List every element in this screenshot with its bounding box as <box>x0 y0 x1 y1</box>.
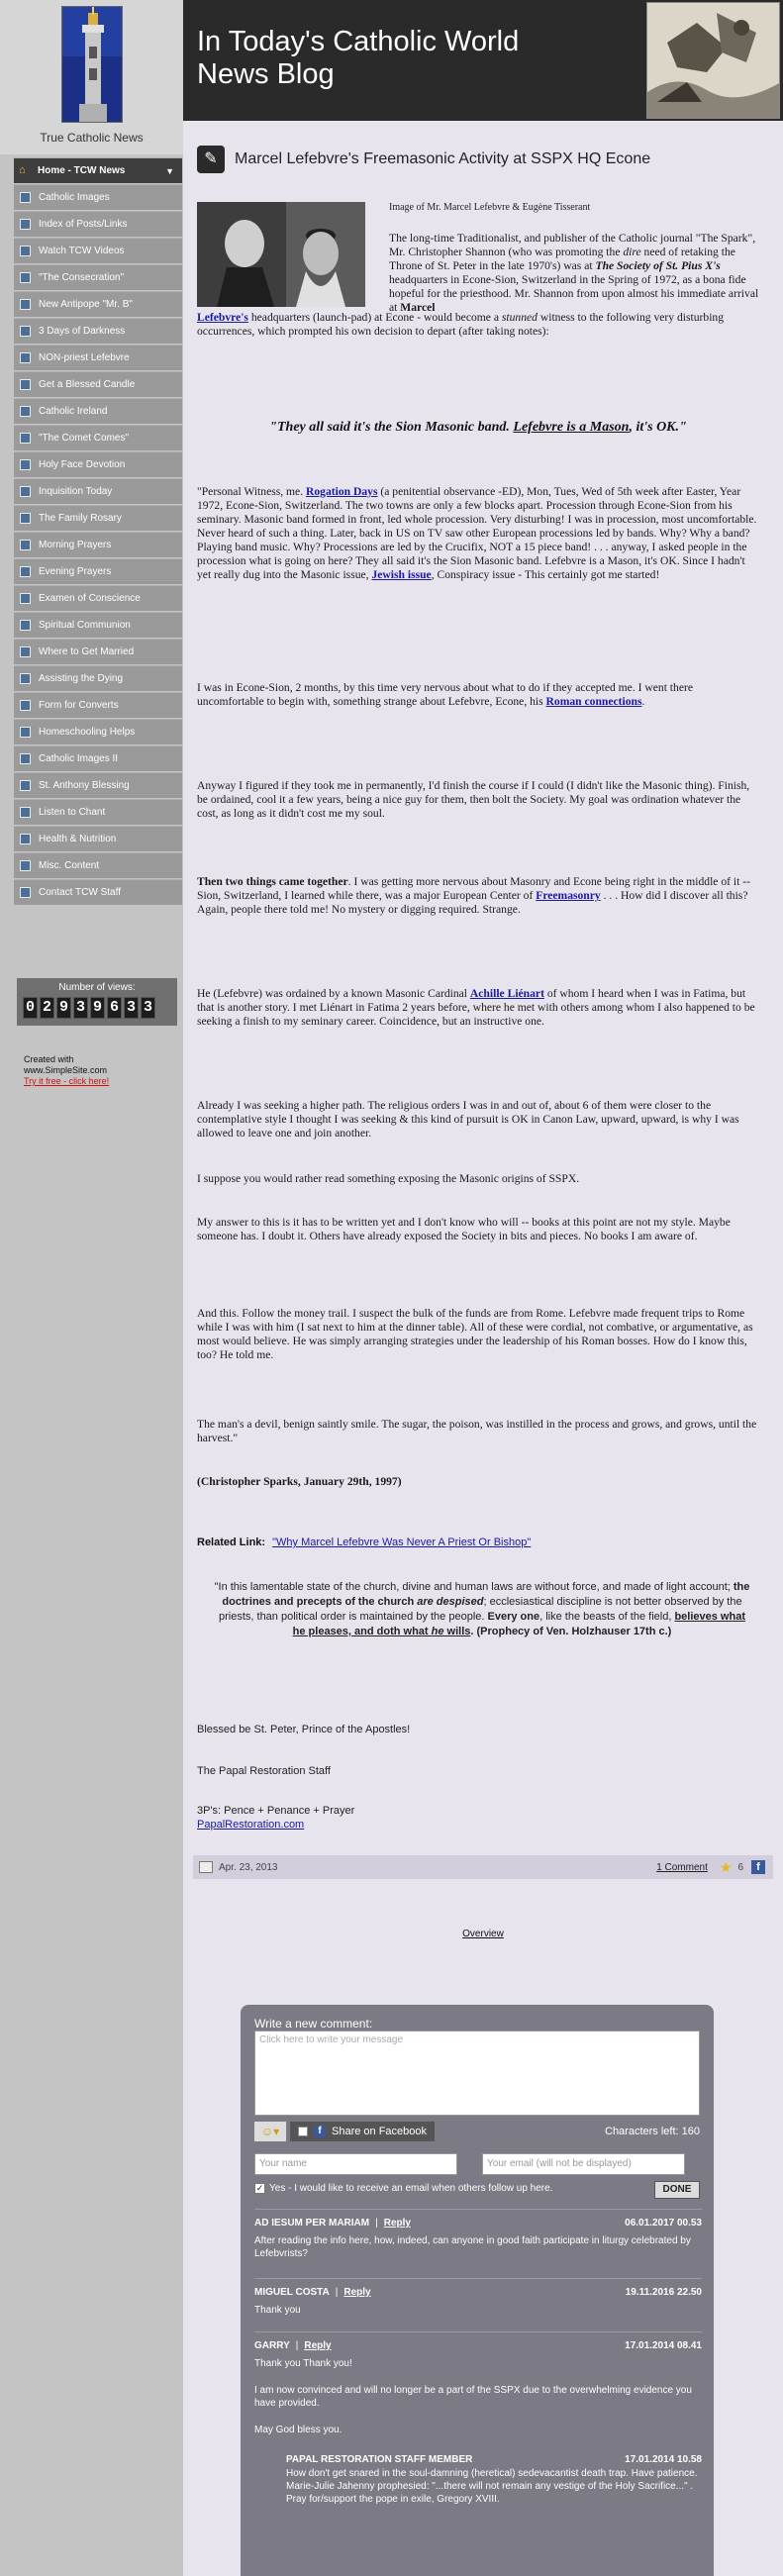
rogation-days-link[interactable]: Rogation Days <box>306 485 378 498</box>
blog-header <box>183 0 783 121</box>
characters-left: Characters left: 160 <box>605 2126 700 2137</box>
view-counter <box>17 978 177 1026</box>
main-content <box>183 121 783 2576</box>
comment-body: How don't get snared in the soul-damning (heretical) sedevacantist death trap. Have patience. Marie-Julie Jahenny prophesied: "...there will not remain any vestige of the Holy Sacrifice..." . Pray for/support the pope in exile, Gregory XVIII. <box>286 2468 698 2505</box>
sidebar-nav-label: Misc. Content <box>39 860 100 871</box>
email-input[interactable]: Your email (will not be displayed) <box>482 2153 685 2175</box>
calendar-icon <box>199 1861 213 1873</box>
comment-author: MIGUEL COSTA <box>254 2287 330 2298</box>
related-link <box>197 1536 531 1548</box>
staff-reply <box>286 2454 702 2506</box>
sidebar-nav-item[interactable] <box>14 398 182 425</box>
comment-date: 19.11.2016 22.50 <box>625 2287 702 2298</box>
notify-checkbox[interactable]: ✓ <box>255 2183 264 2193</box>
image-caption: Image of Mr. Marcel Lefebvre & Eugène Tisserant <box>389 202 591 213</box>
page-icon <box>20 379 31 390</box>
sidebar-nav-item[interactable] <box>14 478 182 505</box>
try-free-link[interactable]: Try it free - click here! <box>24 1076 110 1086</box>
page-icon <box>20 352 31 363</box>
intro-paragraph-cont: Lefebvre's headquarters (launch-pad) at Econe - would become a stunned witness to the following very disturbing occurrences, which prompted his own decision to depart (after taking notes): <box>197 311 725 338</box>
page-icon <box>20 540 31 550</box>
sidebar-nav-label: Contact TCW Staff <box>39 887 121 898</box>
smiley-icon[interactable]: ☺▾ <box>254 2122 286 2141</box>
sidebar-nav-label: Catholic Images <box>39 192 110 203</box>
sidebar-nav-item[interactable] <box>14 772 182 799</box>
page-icon <box>20 219 31 230</box>
comment-author: AD IESUM PER MARIAM <box>254 2218 370 2229</box>
sidebar-nav-label: NON-priest Lefebvre <box>39 352 130 363</box>
sidebar-nav-label: Inquisition Today <box>39 486 113 497</box>
comment-date: 17.01.2014 10.58 <box>625 2454 702 2465</box>
sidebar-nav-label: "The Comet Comes" <box>39 433 130 444</box>
share-facebook-toggle[interactable] <box>290 2122 435 2141</box>
paragraph-3: Anyway I figured if they took me in permanently, I'd finish the course if I could (I didn't like the Masonic thing). Finish, be ordained, cool it a few years, being a nice guy for them, then bolt the Society. My goal was ordination whatever the cost, as long as it didn't cost me my soul. <box>197 779 750 820</box>
sidebar-nav-label: Get a Blessed Candle <box>39 379 136 390</box>
view-counter-digits <box>23 997 155 1019</box>
post-header <box>197 143 773 176</box>
home-icon: ⌂ <box>19 164 26 176</box>
sidebar <box>0 0 183 2576</box>
page-icon <box>20 860 31 871</box>
sidebar-nav-item[interactable] <box>14 451 182 478</box>
counter-digit: 3 <box>141 997 155 1019</box>
staff-line: The Papal Restoration Staff <box>197 1765 331 1777</box>
page-icon <box>20 700 31 711</box>
overview-link[interactable]: Overview <box>462 1929 504 1939</box>
sidebar-nav-label: Spiritual Communion <box>39 620 131 631</box>
sidebar-nav-item[interactable] <box>14 184 182 211</box>
papal-restoration-link[interactable]: PapalRestoration.com <box>197 1819 305 1831</box>
sidebar-nav <box>14 157 182 906</box>
jewish-issue-link[interactable]: Jewish issue <box>371 568 432 581</box>
sidebar-nav-item[interactable] <box>14 425 182 451</box>
done-button[interactable]: DONE <box>654 2181 700 2199</box>
counter-digit: 6 <box>107 997 122 1019</box>
sidebar-nav-item[interactable] <box>14 612 182 639</box>
counter-digit: 3 <box>73 997 88 1019</box>
comment-count-link[interactable]: 1 Comment <box>656 1861 708 1873</box>
reply-link[interactable]: Reply <box>304 2340 332 2351</box>
comment-body: After reading the info here, how, indeed, can anyone in good faith participate in liturgy celebrated by Lefebvrists? <box>254 2235 691 2259</box>
page-icon <box>20 326 31 337</box>
post-meta-bar <box>193 1855 773 1879</box>
page-icon <box>20 834 31 844</box>
rating-count: 6 <box>737 1861 743 1873</box>
comment-body: Thank you <box>254 2305 301 2316</box>
page-icon <box>20 593 31 604</box>
related-link-anchor[interactable]: "Why Marcel Lefebvre Was Never A Priest Or Bishop" <box>272 1536 532 1548</box>
sidebar-nav-label: "The Consecration" <box>39 272 125 283</box>
notify-label: Yes - I would like to receive an email when others follow up here. <box>269 2183 553 2194</box>
paragraph-4: Then two things came together. I was getting more nervous about Masonry and Econe being right in the middle of it -- Sion, Switzerland, I learned while there, was a major European Center of Freemasonry . . . How did I discover all this? Again, people there told me! No mystery or digging required. Strange. <box>197 875 750 916</box>
comment-author: GARRY <box>254 2340 290 2351</box>
page-icon <box>20 887 31 898</box>
sidebar-nav-label: 3 Days of Darkness <box>39 326 126 337</box>
signature: (Christopher Sparks, January 29th, 1997) <box>197 1475 402 1488</box>
reply-link[interactable]: Reply <box>343 2287 371 2298</box>
page-icon <box>20 807 31 818</box>
page-icon <box>20 433 31 444</box>
name-input[interactable]: Your name <box>254 2153 457 2175</box>
sidebar-nav-label: The Family Rosary <box>39 513 122 524</box>
page-icon <box>20 246 31 256</box>
paragraph-9: And this. Follow the money trail. I suspect the bulk of the funds are from Rome. Lefebvre made frequent trips to Rome while I was with him (I sat next to him at the dinner table). All of these were cordial, not combative, or argumentative, as most would believe. He was simply arranging strategies under the leadership of his Roman bosses. How do I know this, too? He told me. <box>197 1307 753 1361</box>
sidebar-nav-label: Form for Converts <box>39 700 119 711</box>
sidebar-nav-item[interactable] <box>14 318 182 345</box>
sidebar-nav-label: Examen of Conscience <box>39 593 141 604</box>
sidebar-nav-label: New Antipope "Mr. B" <box>39 299 133 310</box>
three-ps-line: 3P's: Pence + Penance + Prayer <box>197 1805 355 1817</box>
comment-form-label: Write a new comment: <box>254 2017 373 2031</box>
pull-quote: "They all said it's the Sion Masonic band. Lefebvre is a Mason, it's OK." <box>269 420 687 435</box>
page-icon <box>20 620 31 631</box>
sidebar-nav-item[interactable] <box>14 238 182 264</box>
view-counter-label: Number of views: <box>58 982 136 993</box>
page-icon <box>20 727 31 738</box>
comment-item: MIGUEL COSTA | Reply 19.11.2016 22.50 Thank you <box>254 2278 702 2317</box>
paragraph-2: I was in Econe-Sion, 2 months, by this time very nervous about what to do if they accepted me. I went there uncomfortable to begin with, something strange about Lefebvre, Econe, his Roman connections. <box>197 681 693 708</box>
lienart-link[interactable]: Achille Liénart <box>469 987 544 1000</box>
page-icon <box>20 753 31 764</box>
sidebar-nav-label: Home - TCW News <box>38 165 126 176</box>
comment-author: PAPAL RESTORATION STAFF MEMBER <box>286 2454 473 2465</box>
page-icon <box>20 566 31 577</box>
comment-textarea[interactable]: Click here to write your message <box>254 2031 700 2116</box>
paragraph-6: Already I was seeking a higher path. The religious orders I was in and out of, about 6 of them were closer to the contemplative style I thought I was seeking & this kind of pursuit is OK in Canon Law, upward, upward, is why I was allowed to leave one and join another. <box>197 1099 739 1139</box>
facebook-icon[interactable]: f <box>751 1860 765 1874</box>
page-icon <box>20 272 31 283</box>
paragraph-5: He (Lefebvre) was ordained by a known Masonic Cardinal Achille Liénart of whom I heard when I was in Fatima, but that is another story. I met Liénart in Fatima 2 years before, where he met with others among whom I also happened to be seeking a finish to my seminary career. Coincidence, but an instructive one. <box>197 987 755 1028</box>
comment-body: May God bless you. <box>254 2425 343 2435</box>
page-icon <box>20 406 31 417</box>
sidebar-nav-label: Health & Nutrition <box>39 834 117 844</box>
page-icon <box>20 192 31 203</box>
sidebar-nav-item[interactable] <box>14 505 182 532</box>
sidebar-nav-label: Index of Posts/Links <box>39 219 128 230</box>
sidebar-nav-item[interactable] <box>14 157 182 184</box>
sidebar-nav-label: Holy Face Devotion <box>39 459 126 470</box>
sidebar-nav-item[interactable] <box>14 371 182 398</box>
sidebar-nav-item[interactable] <box>14 585 182 612</box>
sidebar-nav-item[interactable] <box>14 532 182 558</box>
page-icon <box>20 486 31 497</box>
sidebar-nav-label: Assisting the Dying <box>39 673 124 684</box>
chevron-down-icon[interactable]: ▼ <box>165 165 174 176</box>
lefebvre-link[interactable]: Lefebvre's <box>197 311 248 324</box>
sidebar-nav-label: Evening Prayers <box>39 566 112 577</box>
freemasonry-link[interactable]: Freemasonry <box>536 889 601 902</box>
roman-connections-link[interactable]: Roman connections <box>545 695 642 708</box>
logo-area <box>0 0 183 154</box>
sidebar-nav-item[interactable] <box>14 879 182 906</box>
sidebar-nav-item[interactable] <box>14 719 182 745</box>
blog-title: In Today's Catholic World News Blog <box>197 26 520 90</box>
post-image[interactable] <box>197 202 365 307</box>
page-icon <box>20 646 31 657</box>
sidebar-nav-item[interactable] <box>14 692 182 719</box>
sidebar-nav-label: Homeschooling Helps <box>39 727 136 738</box>
counter-digit: 0 <box>23 997 38 1019</box>
counter-digit: 2 <box>40 997 54 1019</box>
comment-tools <box>254 2122 700 2141</box>
sidebar-nav-item[interactable] <box>14 826 182 852</box>
simplesite-url: www.SimpleSite.com <box>24 1065 108 1075</box>
comment-date: 17.01.2014 08.41 <box>625 2340 702 2351</box>
counter-digit: 9 <box>56 997 71 1019</box>
sidebar-nav-item[interactable] <box>14 345 182 371</box>
blessed-line: Blessed be St. Peter, Prince of the Apostles! <box>197 1724 411 1735</box>
star-icon[interactable]: ★ <box>719 1858 733 1875</box>
notify-checkbox-row[interactable] <box>254 2183 552 2194</box>
sidebar-nav-item[interactable] <box>14 264 182 291</box>
comment-item: GARRY | Reply 17.01.2014 08.41 Thank you Thank you! I am now convinced and will no longer be a part of the SSPX due to the overwhelming evidence you have provided. May God bless you. <box>254 2331 702 2436</box>
header-image <box>646 2 780 119</box>
sidebar-nav-item[interactable] <box>14 291 182 318</box>
comments-section <box>241 2005 714 2576</box>
share-facebook-label: Share on Facebook <box>332 2126 428 2137</box>
site-logo[interactable] <box>61 6 123 123</box>
post-title: Marcel Lefebvre's Freemasonic Activity at SSPX HQ Econe <box>235 150 651 167</box>
counter-digit: 9 <box>90 997 105 1019</box>
post-date: Apr. 23, 2013 <box>219 1861 278 1873</box>
sidebar-nav-item[interactable] <box>14 799 182 826</box>
share-checkbox[interactable] <box>298 2127 308 2136</box>
sidebar-nav-label: Catholic Ireland <box>39 406 108 417</box>
page-icon <box>20 673 31 684</box>
prophecy-quote: "In this lamentable state of the church, divine and human laws are without force, and made of light account; the doctrines and precepts of the church are despised; ecclesiastical discipline is not better observed by the priests, than political order is maintained by the people. Every one, like the beasts of the field, believes what he pleases, and doth what he wills. (Prophecy of Ven. Holzhauser 17th c.) <box>214 1581 750 1637</box>
page-icon <box>20 780 31 791</box>
counter-digit: 3 <box>124 997 139 1019</box>
sidebar-nav-item[interactable] <box>14 745 182 772</box>
related-link-label: Related Link: <box>197 1536 266 1548</box>
created-with-text: Created with <box>24 1054 74 1064</box>
sidebar-nav-item[interactable] <box>14 211 182 238</box>
sidebar-nav-label: Morning Prayers <box>39 540 112 550</box>
created-with <box>24 1054 109 1087</box>
sidebar-nav-item[interactable] <box>14 558 182 585</box>
sidebar-nav-label: Where to Get Married <box>39 646 135 657</box>
page-icon <box>20 513 31 524</box>
comment-date: 06.01.2017 00.53 <box>625 2218 702 2229</box>
sidebar-nav-label: Watch TCW Videos <box>39 246 125 256</box>
sidebar-nav-item[interactable] <box>14 852 182 879</box>
comment-item: AD IESUM PER MARIAM | Reply 06.01.2017 00.53 After reading the info here, how, indeed, can anyone in good faith participate in liturgy celebrated by Lefebvrists? <box>254 2209 702 2260</box>
facebook-icon: f <box>314 2126 326 2137</box>
reply-link[interactable]: Reply <box>383 2218 411 2229</box>
sidebar-nav-label: St. Anthony Blessing <box>39 780 130 791</box>
page-icon <box>20 299 31 310</box>
page-icon <box>20 459 31 470</box>
intro-paragraph: The long-time Traditionalist, and publisher of the Catholic journal "The Spark", Mr. Christopher Shannon (who was promoting the dire need of retaking the Throne of St. Peter in the late 1970's) was at The Society of St. Pius X's headquarters in Econe-Sion, Switzerland in the Spring of 1972, as a bona fide hopeful for the priesthood. Mr. Shannon from upon almost his immediate arrival at Marcel <box>389 232 759 314</box>
paragraph-10: The man's a devil, benign saintly smile. The sugar, the poison, was instilled in the process and grows, and grows, until the harvest." <box>197 1418 757 1444</box>
paragraph-8: My answer to this is it has to be written yet and I don't know who will -- books at this point are not my style. Maybe someone has. I doubt it. Others have already exposed the Society in bits and pieces. No books I am aware of. <box>197 1216 731 1242</box>
comment-body: Thank you Thank you! <box>254 2358 352 2369</box>
sidebar-nav-item[interactable] <box>14 639 182 665</box>
pencil-icon: ✎ <box>197 146 225 173</box>
sidebar-nav-label: Listen to Chant <box>39 807 106 818</box>
comment-body: I am now convinced and will no longer be a part of the SSPX due to the overwhelming evidence you have provided. <box>254 2385 692 2409</box>
paragraph-1: "Personal Witness, me. Rogation Days (a penitential observance -ED), Mon, Tues, Wed of 5th week after Easter, Year 1972, Econe-Sion, Switzerland. The two towns are only a few blocks apart. Procession through Econe-Sion from his seminary. Masonic band formed in front, led whole procession. Very disturbing! I was in procession, most uncomfortable. Never heard of such a thing. Later, back in US on TV saw other European processions led by bands. Why? Why a band? Playing band music. Why? Processions are led by the Crucifix, NOT a 15 piece band! . . . anyway, I asked people in the procession what is going on here? They all said it's the Sion Masonic band. Lefebvre is a Mason, it's OK. Since I hadn't yet really dug into the Masonic issue, Jewish issue, Conspiracy issue - This certainly got me started! <box>197 485 757 581</box>
paragraph-7: I suppose you would rather read something exposing the Masonic origins of SSPX. <box>197 1172 580 1185</box>
sidebar-nav-label: Catholic Images II <box>39 753 119 764</box>
site-title: True Catholic News <box>40 131 144 145</box>
sidebar-nav-item[interactable] <box>14 665 182 692</box>
